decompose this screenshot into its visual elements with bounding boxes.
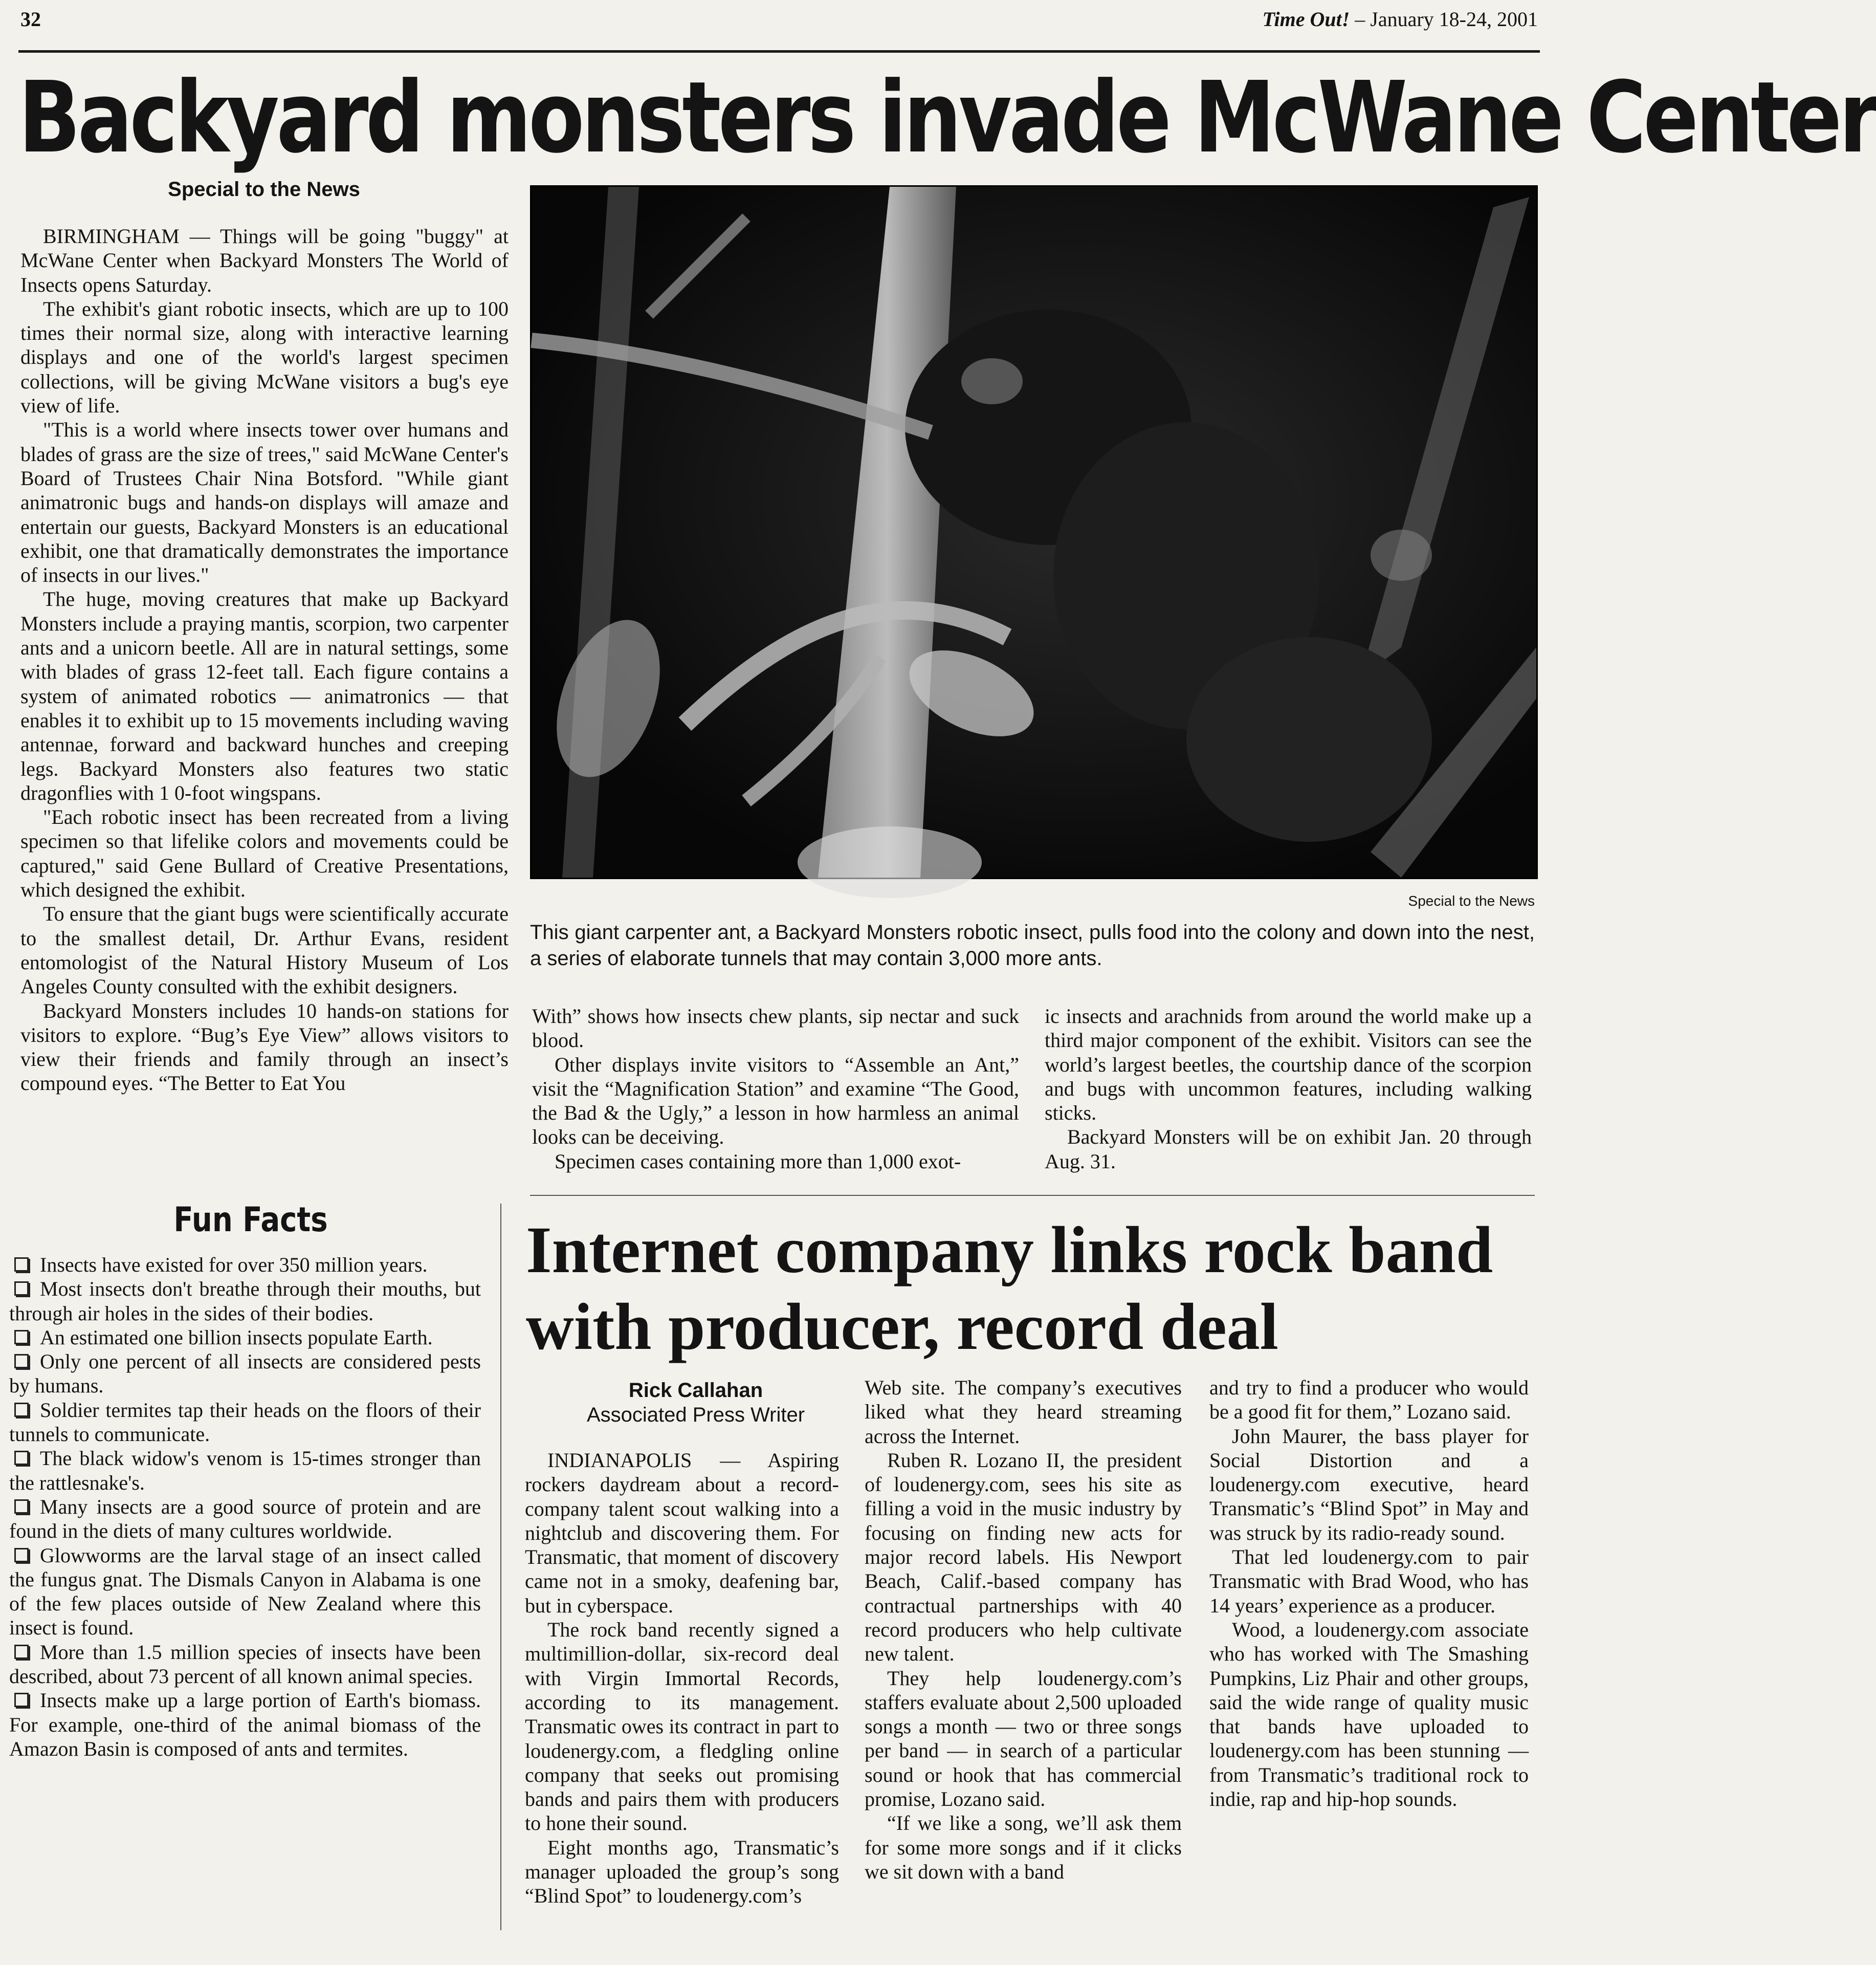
article1-column-3 [1045, 1004, 1532, 1173]
headline-backyard-monsters: Backyard monsters invade McWane Center [18, 61, 1876, 175]
paragraph: Wood, a loudenergy.com associate who has worked with The Smashing Pumpkins, Liz Phair and other groups, said the wide range of quality music that bands have uploaded to loudenergy.com has been stunning — from Transmatic’s traditional rock to indie, rap and hip-hop sounds. [1209, 1618, 1529, 1811]
paragraph: The rock band recently signed a multimillion-dollar, six-record deal with Virgin Immortal Records, according to its management. Transmatic owes its contract in part to loudenergy.com, a fledgling online company that seeks out promising bands and pairs them with producers to hone their sound. [525, 1618, 839, 1835]
paragraph: With” shows how insects chew plants, sip nectar and suck blood. [532, 1005, 1019, 1052]
checkbox-bullet-icon [14, 1548, 29, 1562]
fact-item: Insects make up a large portion of Earth's biomass. For example, one-third of the animal biomass of the Amazon Basin is composed of ants and termites. [9, 1689, 481, 1760]
fun-facts-title: Fun Facts [173, 1200, 328, 1239]
article1-column-1 [20, 224, 509, 1096]
page-number: 32 [20, 8, 41, 31]
article2-column-2 [865, 1376, 1182, 1884]
paragraph: "This is a world where insects tower over humans and blades of grass are the size of trees," said McWane Center's Board of Trustees Chair Nina Botsford. "While giant animatronic bugs and hands-on displays will amaze and entertain our guests, Backyard Monsters is an educational exhibit, one that dramatically demonstrates the importance of insects in our lives." [20, 418, 509, 587]
paragraph: They help loudenergy.com’s staffers evaluate about 2,500 uploaded songs a month — two or three songs per band — in search of a particular sound or hook that has commercial promise, Lozano said. [865, 1666, 1182, 1811]
checkbox-bullet-icon [14, 1403, 29, 1417]
fact-item: Only one percent of all insects are considered pests by humans. [9, 1350, 481, 1398]
paragraph: Web site. The company’s executives liked what they heard streaming across the Internet. [865, 1376, 1182, 1448]
issue-date: – January 18-24, 2001 [1350, 8, 1538, 31]
fact-item: More than 1.5 million species of insects have been described, about 73 percent of all known animal species. [9, 1640, 481, 1688]
paragraph: John Maurer, the bass player for Social Distortion and a loudenergy.com executive, heard Transmatic’s “Blind Spot” in May and was struck by its radio-ready sound. [1209, 1424, 1529, 1544]
photo-credit: Special to the News [1408, 893, 1535, 909]
publication-date [1263, 7, 1538, 31]
fact-item: Insects have existed for over 350 million years. [9, 1253, 481, 1277]
fun-facts-list [9, 1253, 481, 1761]
article2-column-1 [525, 1448, 839, 1908]
article1-column-2 [532, 1004, 1019, 1173]
paragraph: Backyard Monsters will be on exhibit Jan. 20 through Aug. 31. [1045, 1125, 1532, 1173]
byline-author [527, 1378, 865, 1427]
paragraph: "Each robotic insect has been recreated from a living specimen so that lifelike colors and movements could be captured," said Gene Bullard of Creative Presentations, which designed the exhibit. [20, 805, 509, 902]
paragraph: Ruben R. Lozano II, the president of loudenergy.com, sees his site as filling a void in the music industry by focusing on finding new acts for major record labels. His Newport Beach, Calif.-based company has contractual partnerships with 40 record producers who help cultivate new talent. [865, 1448, 1182, 1666]
paragraph: ic insects and arachnids from around the world make up a third major component of the exhibit. Visitors can see the world’s largest beetles, the courtship dance of the scorpion and bugs with uncommon features, including walking sticks. [1045, 1005, 1532, 1125]
author-name: Rick Callahan [628, 1379, 763, 1402]
column-divider [500, 1204, 501, 1930]
checkbox-bullet-icon [14, 1281, 29, 1296]
carpenter-ant-photo [530, 185, 1538, 879]
paragraph: That led loudenergy.com to pair Transmatic with Brad Wood, who has 14 years’ experience as a producer. [1209, 1545, 1529, 1617]
paragraph: Backyard Monsters includes 10 hands-on stations for visitors to explore. “Bug’s Eye View” allows visitors to view their friends and family through an insect’s compound eyes. “The Better to Eat You [20, 999, 509, 1095]
fact-item: The black widow's venom is 15-times stronger than the rattlesnake's. [9, 1447, 481, 1494]
paragraph: BIRMINGHAM — Things will be going "buggy" at McWane Center when Backyard Monsters The World of Insects opens Saturday. [20, 225, 509, 296]
masthead-rule [18, 50, 1540, 53]
checkbox-bullet-icon [14, 1354, 29, 1368]
checkbox-bullet-icon [14, 1451, 29, 1465]
fact-item: An estimated one billion insects populate Earth. [9, 1325, 481, 1349]
fact-item: Soldier termites tap their heads on the floors of their tunnels to communicate. [9, 1398, 481, 1446]
fact-item: Many insects are a good source of protein and are found in the diets of many cultures worldwide. [9, 1495, 481, 1543]
checkbox-bullet-icon [14, 1330, 29, 1344]
photo-caption: This giant carpenter ant, a Backyard Monsters robotic insect, pulls food into the colony and down into the nest, a series of elaborate tunnels that may contain 3,000 more ants. [530, 921, 1535, 970]
article2-column-3 [1209, 1376, 1529, 1811]
author-title: Associated Press Writer [586, 1404, 805, 1426]
checkbox-bullet-icon [14, 1499, 29, 1514]
fact-item: Most insects don't breathe through their mouths, but through air holes in the sides of their bodies. [9, 1277, 481, 1325]
checkbox-bullet-icon [14, 1645, 29, 1659]
byline-special-to-news: Special to the News [168, 178, 360, 201]
paragraph: To ensure that the giant bugs were scientifically accurate to the smallest detail, Dr. Arthur Evans, resident entomologist of the Natural History Museum of Los Angeles County consulted with the exhibit designers. [20, 902, 509, 998]
headline-internet-company: Internet company links rock band with producer, record deal [526, 1213, 1493, 1364]
paragraph: “If we like a song, we’ll ask them for some more songs and if it clicks we sit down with a band [865, 1811, 1182, 1883]
fact-item: Glowworms are the larval stage of an insect called the fungus gnat. The Dismals Canyon in Alabama is one of the few places outside of New Zealand where this insect is found. [9, 1543, 481, 1640]
section-divider [530, 1195, 1535, 1196]
paragraph: Specimen cases containing more than 1,000 exot- [555, 1149, 961, 1173]
paragraph: Other displays invite visitors to “Assemble an Ant,” visit the “Magnification Station” and examine “The Good, the Bad & the Ugly,” a lesson in how harmless an animal looks can be deceiving. [532, 1053, 1019, 1149]
paragraph: and try to find a producer who would be a good fit for them,” Lozano said. [1209, 1376, 1529, 1424]
checkbox-bullet-icon [14, 1257, 29, 1272]
paragraph: Eight months ago, Transmatic’s manager uploaded the group’s song “Blind Spot” to loudenergy.com’s [525, 1836, 839, 1908]
checkbox-bullet-icon [14, 1693, 29, 1707]
paragraph: The huge, moving creatures that make up Backyard Monsters include a praying mantis, scorpion, two carpenter ants and a unicorn beetle. All are in natural settings, some with blades of grass 12-feet tall. Each figure contains a system of animated robotics — animatronics — that enables it to exhibit up to 15 movements including waving antennae, forward and backward hunches and creeping legs. Backyard Monsters also features two static dragonflies with 1 0-foot wingspans. [20, 587, 509, 804]
paragraph: INDIANAPOLIS — Aspiring rockers daydream about a record-company talent scout walking into a nightclub and discovering them. For Transmatic, that moment of discovery came not in a smoky, deafening bar, but in cyberspace. [525, 1449, 839, 1617]
ant-photo-illustration [532, 187, 1536, 878]
publication-name: Time Out! [1262, 8, 1350, 31]
paragraph: The exhibit's giant robotic insects, which are up to 100 times their normal size, along with interactive learning displays and one of the world's largest specimen collections, will be giving McWane visitors a bug's eye view of life. [20, 297, 509, 418]
